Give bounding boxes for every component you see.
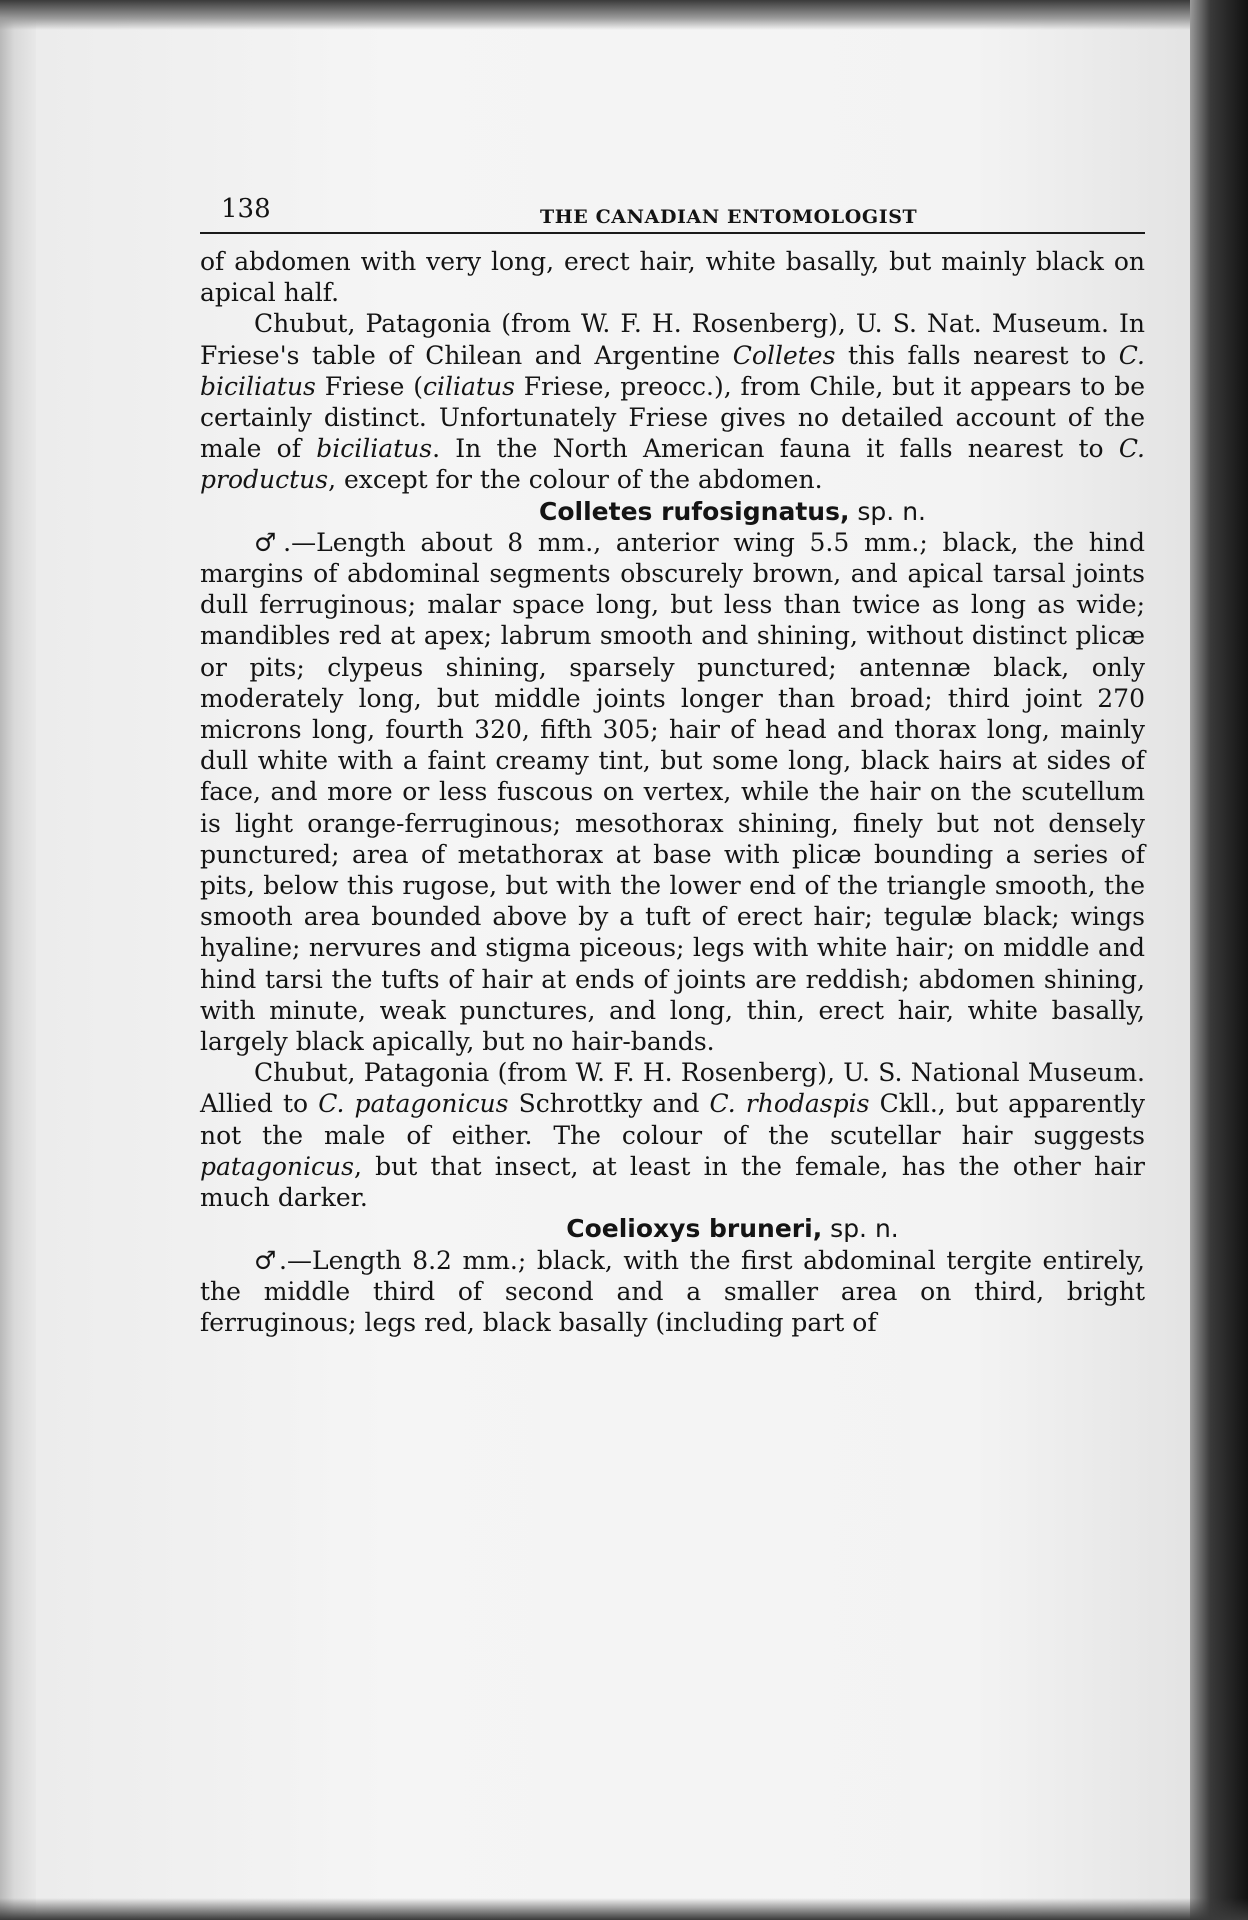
text-run: Chubut, Patagonia (from W. F. H. Rosenberg), U. S. Nat. Museum. In Friese's table of Chilean and Argentine	[200, 309, 1145, 370]
body-text	[200, 246, 1145, 1338]
paragraph-locality-1	[200, 308, 1145, 495]
page-number: 138	[221, 194, 271, 224]
species-heading-suffix: sp. n.	[822, 1214, 899, 1244]
species-name: ciliatus	[423, 371, 515, 401]
species-name: C. patagonicus	[318, 1089, 509, 1119]
species-heading-colletes	[200, 496, 1145, 527]
species-heading-name: Coelioxys bruneri,	[566, 1214, 823, 1244]
paragraph-description-1: ♂.—Length about 8 mm., anterior wing 5.5 mm.; black, the hind margins of abdominal segments obscurely brown, and apical tarsal joints dull ferruginous; malar space long, but less than twice as long as wide; mandibles red at apex; labrum smooth and shining, without distinct plicæ or pits; clypeus shining, sparsely punctured; antennæ black, only moderately long, but middle joints longer than broad; third joint 270 microns long, fourth 320, fifth 305; hair of head and thorax long, mainly dull white with a faint creamy tint, but some long, black hairs at sides of face, and more or less fuscous on vertex, while the hair on the scutellum is light orange-ferruginous; mesothorax shining, finely but not densely punctured; area of metathorax at base with plicæ bounding a series of pits, below this rugose, but with the lower end of the triangle smooth, the smooth area bounded above by a tuft of erect hair; tegulæ black; wings hyaline; nervures and stigma piceous; legs with white hair; on middle and hind tarsi the tufts of hair at ends of joints are reddish; abdomen shining, with minute, weak punctures, and long, thin, erect hair, white basally, largely black apically, but no hair-bands.	[200, 527, 1145, 1057]
scan-bottom-shadow	[0, 1898, 1248, 1920]
text-run: this falls nearest to	[835, 340, 1119, 370]
paragraph-continuation: of abdomen with very long, erect hair, white basally, but mainly black on apical half.	[200, 247, 1145, 308]
text-run: Chubut, Patagonia (from W. F. H. Rosenberg), U. S. National Museum. Allied to	[200, 1058, 1145, 1119]
species-name: C. productus	[200, 434, 1145, 495]
paragraph-description-2: ♂.—Length 8.2 mm.; black, with the first abdominal tergite entirely, the middle third of second and a smaller area on third, bright ferruginous; legs red, black basally (including part of	[200, 1245, 1145, 1337]
text-run: Friese (	[315, 371, 424, 401]
species-name: C. rhodaspis	[709, 1089, 870, 1119]
paragraph-locality-2	[200, 1057, 1145, 1213]
species-name: C. biciliatus	[200, 340, 1145, 401]
text-run: Ckll., but apparently not the male of either. The colour of the scutellar hair suggests	[200, 1089, 1145, 1150]
scan-top-shadow	[0, 0, 1248, 30]
scan-left-edge	[0, 0, 36, 1920]
running-head	[200, 188, 1145, 234]
genus-name: Colletes	[732, 340, 836, 370]
species-heading-coelioxys	[200, 1213, 1145, 1244]
journal-title: THE CANADIAN ENTOMOLOGIST	[540, 206, 918, 228]
species-name: patagonicus	[200, 1151, 354, 1181]
species-heading-name: Colletes rufosignatus,	[539, 496, 850, 526]
text-run: Friese, preocc.), from Chile, but it appears to be certainly distinct. Unfortunately Friese gives no detailed account of the male of	[200, 371, 1145, 464]
text-run: , but that insect, at least in the female, has the other hair much darker.	[200, 1151, 1145, 1213]
text-run: . In the North American fauna it falls nearest to	[432, 434, 1119, 464]
text-run: , except for the colour of the abdomen.	[328, 465, 823, 495]
page-content	[200, 188, 1145, 1338]
species-heading-suffix: sp. n.	[849, 496, 926, 526]
text-run: Schrottky and	[508, 1089, 710, 1119]
scan-right-shadow	[1190, 0, 1248, 1920]
species-name: biciliatus	[316, 434, 433, 464]
